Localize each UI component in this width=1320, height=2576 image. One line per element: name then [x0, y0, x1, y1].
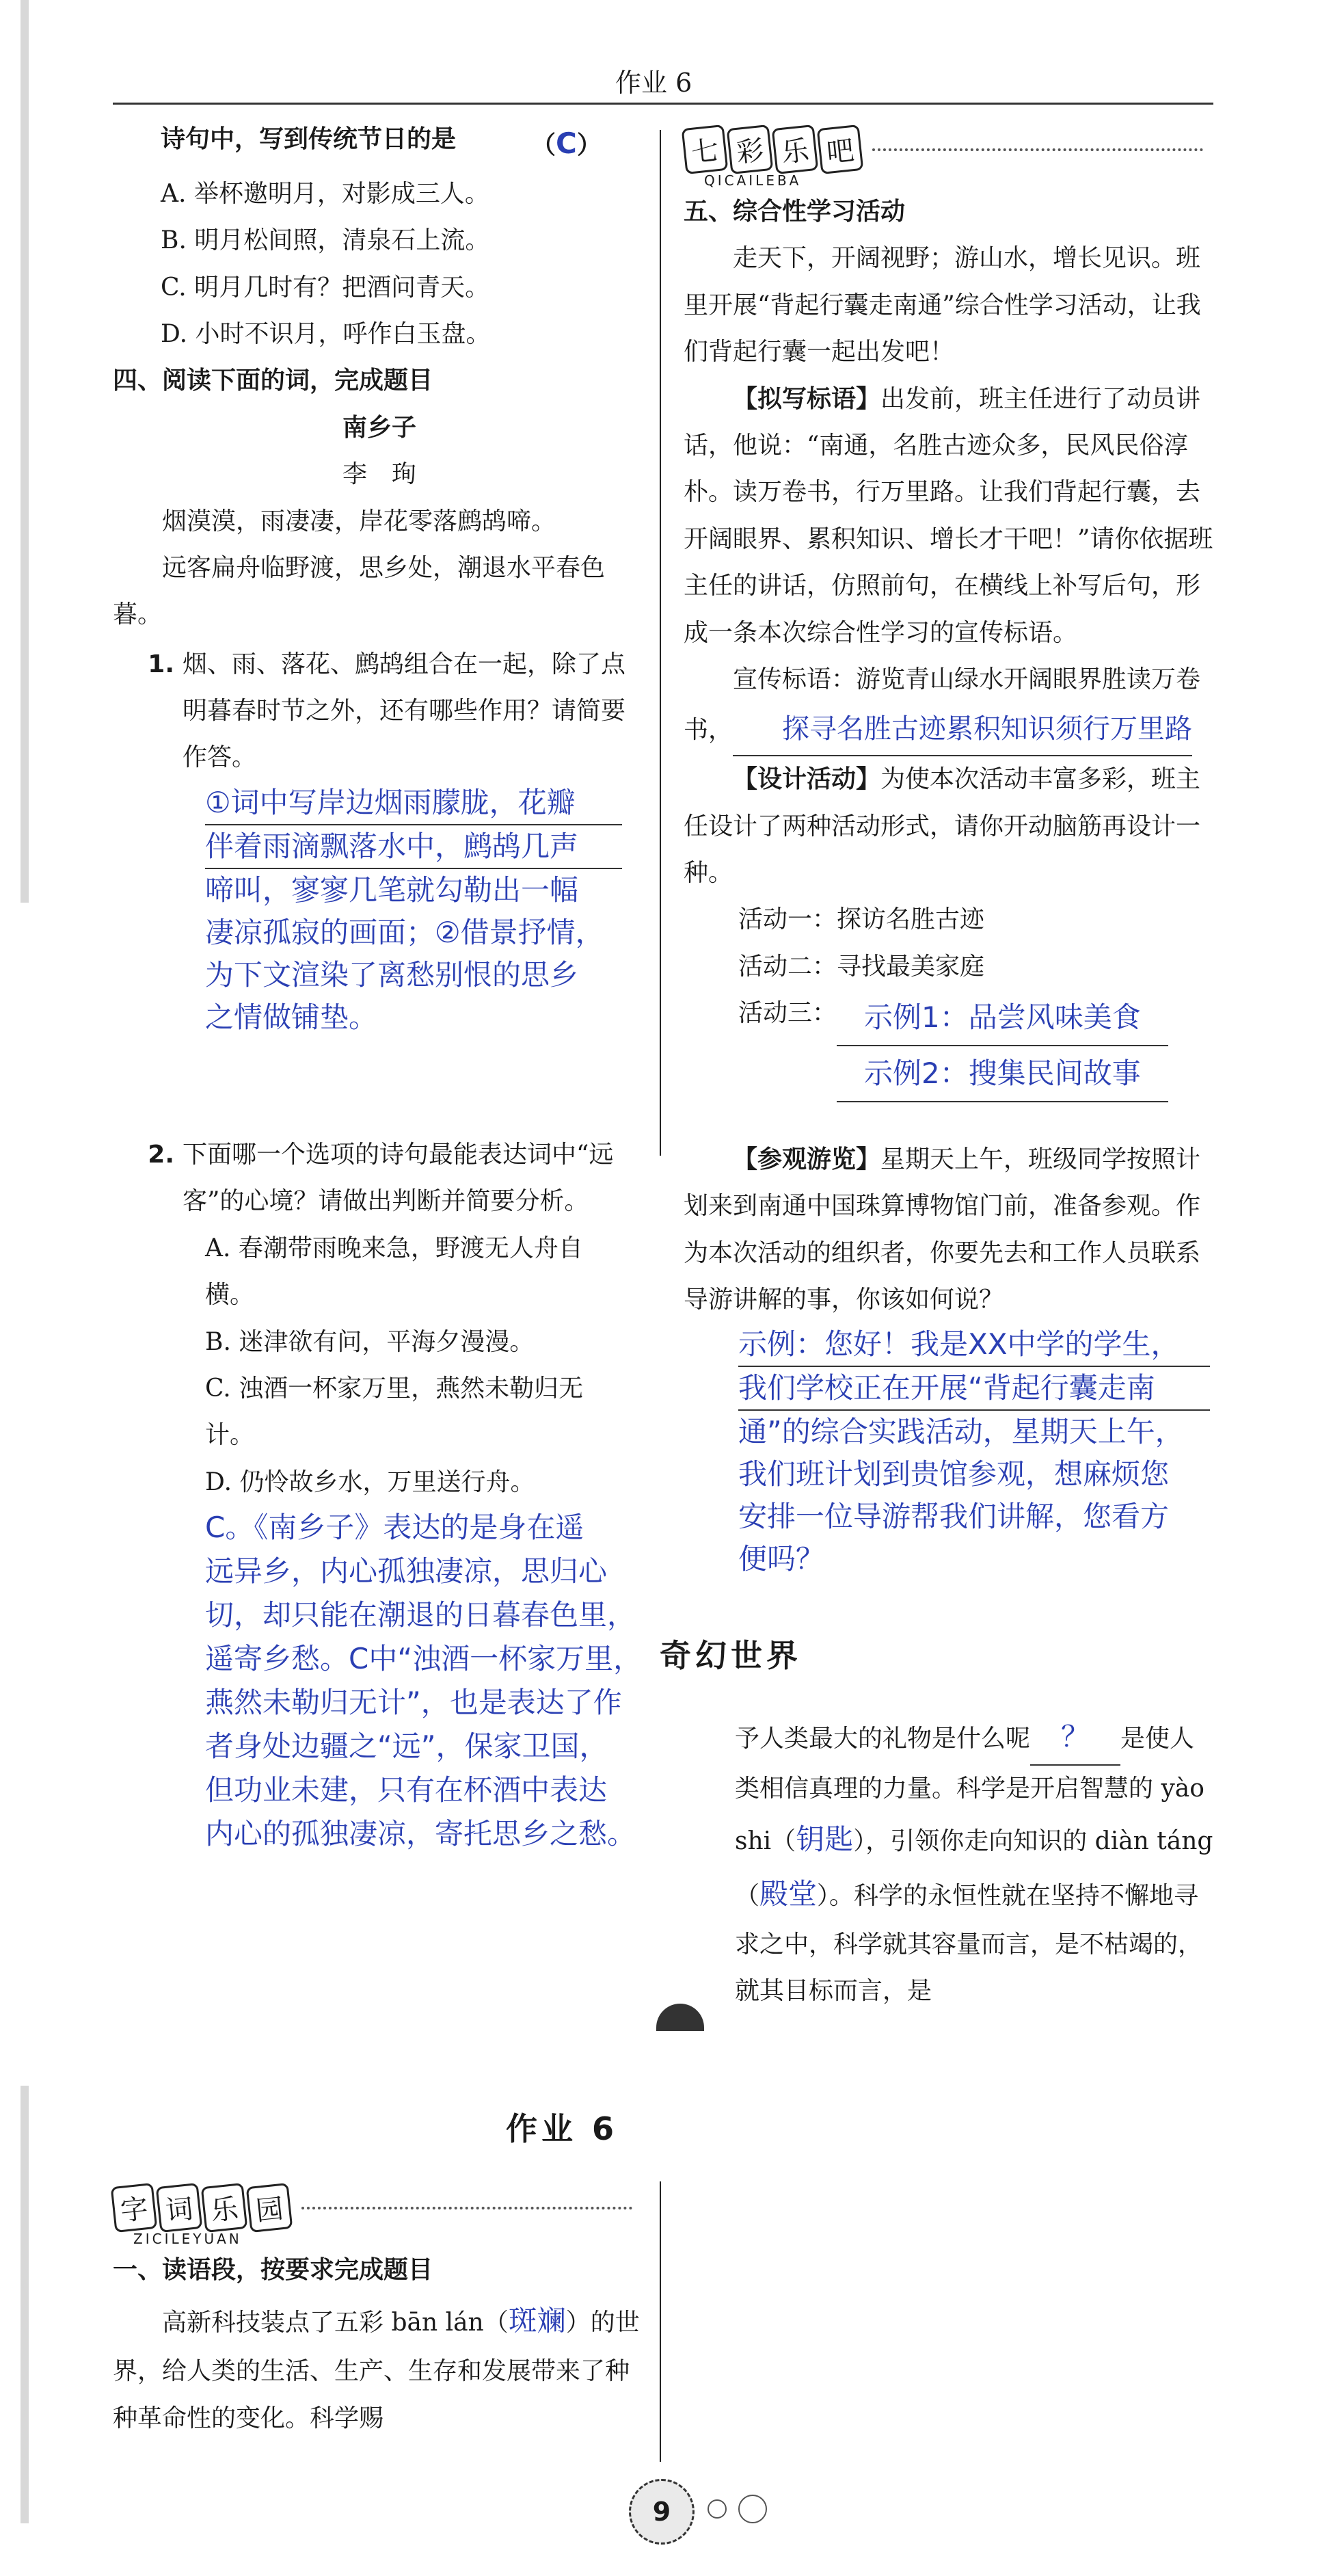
page-number-badge [629, 2479, 695, 2545]
q1-answer-line: 啼叫，寥寥几笔就勾勒出一幅 [205, 873, 579, 907]
q2-answer-line: 燕然未勒归无计”，也是表达了作 [205, 1686, 622, 1720]
page-header-title: 作业 6 [615, 68, 692, 98]
visit-answer-line: 我们班计划到贵馆参观，想麻烦您 [738, 1457, 1170, 1491]
wonder-title: 奇幻世界 [660, 1637, 802, 1674]
wonder-blank: ？ [1030, 1710, 1120, 1766]
banner-char: 乐 [772, 124, 819, 174]
lower-banner-subtitle: ZICILEYUAN [133, 2231, 242, 2247]
q3-stem: 诗句中，写到传统节日的是 [161, 125, 457, 153]
wonder-text-b: 是使人类相信真理的力量。科学是开启智慧的 yào shi（ [735, 1725, 1204, 1856]
q3-answer: C [556, 127, 577, 160]
activity-2: 活动二：寻找最美家庭 [738, 952, 985, 981]
wonder-hall-answer: 殿堂 [759, 1876, 818, 1911]
lower-column [113, 2185, 646, 2442]
visit-answer [738, 1323, 1210, 1580]
q1-answer-line: 之情做铺垫。 [205, 1000, 378, 1034]
q3-option-b: B. 明月松间照，清泉石上流。 [161, 226, 490, 255]
q2-option-b: B. 迷津欲有问，平海夕漫漫。 [205, 1327, 535, 1356]
visit-answer-line: 示例：您好！我是XX中学的学生， [738, 1323, 1210, 1367]
q2-text: 下面哪一个选项的诗句最能表达词中“远客”的心境？请做出判断并简要分析。 [183, 1141, 614, 1216]
q1-answer-line: ①词中写岸边烟雨朦胧，花瓣 [205, 782, 622, 825]
q2-option-c: C. 浊酒一杯家万里，燕然未勒归无计。 [205, 1374, 584, 1450]
q2-answer-line: 遥寄乡愁。C中“浊酒一杯家万里， [205, 1642, 643, 1676]
q1-answer-line: 为下文渲染了离愁别恨的思乡 [205, 957, 579, 992]
visit-answer-line: 便吗？ [738, 1542, 825, 1576]
wonder-text-c: ），引领你走向知识的 diàn táng（ [735, 1827, 1213, 1910]
p1-text-b: ）的世界，给人类的生活、生产、生存和发展带来了种种革命性的变化。科学赐 [113, 2309, 640, 2432]
page-number: 9 [652, 2497, 671, 2527]
q1-text: 烟、雨、落花、鹧鸪组合在一起，除了点明暮春时节之外，还有哪些作用？请简要作答。 [183, 650, 626, 772]
visit-answer-line: 我们学校正在开展“背起行囊走南 [738, 1367, 1210, 1411]
q2-answer-line: C。《南乡子》表达的是身在遥 [205, 1511, 584, 1545]
section5-intro: 走天下，开阔视野；游山水，增长见识。班里开展“背起行囊走南通”综合性学习活动，让我们背起行囊一起出发吧！ [684, 244, 1201, 367]
q1-number: 1. [148, 650, 174, 678]
column-divider [660, 130, 661, 1156]
footer-circle-small [708, 2499, 727, 2519]
lower-divider [660, 2181, 661, 2462]
banner-char: 园 [246, 2183, 293, 2233]
slogan-label: 【拟写标语】 [733, 384, 881, 413]
section4-title: 四、阅读下面的词，完成题目 [113, 367, 433, 395]
p1-text-a: 高新科技装点了五彩 bān lán（ [162, 2309, 509, 2337]
section5-title: 五、综合性学习活动 [684, 198, 906, 226]
wonder-excerpt [735, 1710, 1213, 2015]
poem-line-1: 烟漠漠，雨凄凄，岸花零落鹧鸪啼。 [162, 507, 556, 535]
visit-label: 【参观游览】 [733, 1145, 881, 1173]
activity-3-label: 活动三： [738, 999, 837, 1028]
design-label: 【设计活动】 [733, 765, 881, 794]
q2-option-a: A. 春潮带雨晚来急，野渡无人舟自横。 [205, 1234, 583, 1310]
poem-author: 李 珣 [342, 460, 416, 489]
q3-option-c: C. 明月几时有？把酒问青天。 [161, 273, 490, 302]
banner-char: 七 [682, 124, 729, 174]
zicileyuan-banner [113, 2185, 632, 2231]
banner-char: 吧 [817, 124, 864, 174]
left-column: 诗句中，写到传统节日的是 （C） A. 举杯邀明月，对影成三人。 B. 明月松间照，清泉石上流。 C. 明月几时有？把酒问青天。 D. 小时不识月，呼作白玉盘。 四、阅读下面的词，完成题目 南乡子 李 珣 烟漠漠，雨凄凄，岸花零落鹧鸪啼。 远客扁舟临野渡，思乡处，潮退水平春色暮。 1. 烟、雨、落花、鹧鸪组合在一起，除了点明暮春时节之外，还有哪些作用？请简要作答。 ①词中写岸边烟雨朦胧，花瓣 伴着雨滴飘落水中，鹧鸪几声 啼叫，寥寥几笔就勾勒出一幅 凄凉孤寂的画面；②借景抒情， 为下文渲染了离愁别恨的思乡 之情做铺垫。 [113, 116, 646, 1039]
banner-char: 乐 [201, 2183, 248, 2233]
q2-answer-line: 但功业未建，只有在杯酒中表达 [205, 1773, 608, 1807]
q1-answer-line: 凄凉孤寂的画面；②借景抒情， [205, 915, 604, 949]
q2-answer-line: 远异乡，内心孤独凄凉，思归心 [205, 1554, 608, 1589]
q3-option-a: A. 举杯邀明月，对影成三人。 [161, 179, 489, 208]
q2-answer-line: 切，却只能在潮退的日暮春色里， [205, 1598, 636, 1632]
poem-line-2: 远客扁舟临野渡，思乡处，潮退水平春色暮。 [113, 553, 606, 629]
design-text: 为使本次活动丰富多彩，班主任设计了两种活动形式，请你开动脑筋再设计一种。 [684, 765, 1201, 888]
slogan-answer: 探寻名胜古迹累积知识须行万里路 [733, 703, 1192, 756]
p1-answer: 斑斓 [508, 2304, 566, 2338]
q3-option-d: D. 小时不识月，呼作白玉盘。 [161, 319, 491, 348]
wonder-text-d: ）。科学的永恒性就在坚持不懈地寻求之中，科学就其容量而言，是不枯竭的，就其目标而言，是 [735, 1881, 1203, 2006]
wonder-key-answer: 钥匙 [796, 1822, 854, 1857]
header-rule [113, 103, 1213, 105]
q2-answer [205, 1506, 684, 1856]
footer-circle-large [738, 2495, 767, 2523]
activity-3-answer-2: 示例2：搜集民间故事 [837, 1046, 1168, 1102]
section1-title: 一、读语段，按要求完成题目 [113, 2256, 433, 2284]
q2-option-d: D. 仍怜故乡水，万里送行舟。 [205, 1468, 535, 1496]
q2-number: 2. [148, 1141, 174, 1169]
right-column [684, 127, 1217, 1580]
banner-char: 彩 [727, 124, 774, 174]
banner-char: 词 [156, 2183, 203, 2233]
left-column-q2 [113, 1132, 646, 1856]
q2-answer-line: 者身处边疆之“远”，保家卫国， [205, 1729, 608, 1764]
banner-char: 字 [111, 2183, 158, 2233]
q1-answer-line: 伴着雨滴飘落水中，鹧鸪几声 [205, 825, 622, 869]
q2-answer-line: 内心的孤独凄凉，寄托思乡之愁。 [205, 1817, 636, 1851]
activity-1: 活动一：探访名胜古迹 [738, 905, 985, 934]
q1-answer [205, 782, 622, 1039]
slogan-prefix: 宣传标语：游览青山绿水开阔眼界胜读万卷书， [684, 665, 1201, 745]
wonder-corner-ornament [656, 2004, 704, 2031]
wonder-text-a: 予人类最大的礼物是什么呢 [735, 1725, 1031, 1753]
poem-title: 南乡子 [342, 413, 416, 442]
visit-text: 星期天上午，班级同学按照计划来到南通中国珠算博物馆门前，准备参观。作为本次活动的组织者，你要先去和工作人员联系导游讲解的事，你该如何说？ [684, 1145, 1201, 1314]
slogan-text: 出发前，班主任进行了动员讲话，他说：“南通，名胜古迹众多，民风民俗淳朴。读万卷书，行万里路。让我们背起行囊，去开阔眼界、累积知识、增长才干吧！”请你依据班主任的讲话，仿照前句，在横线上补写后句，形成一条本次综合性学习的宣传标语。 [684, 384, 1213, 647]
banner-subtitle: QICAILEBA [704, 172, 802, 189]
activity-3-answer-1: 示例1：品尝风味美食 [837, 990, 1168, 1046]
lower-title: 作业 6 [506, 2110, 619, 2147]
qicaileba-banner [684, 127, 1203, 172]
visit-answer-line: 安排一位导游帮我们讲解，您看方 [738, 1500, 1170, 1534]
visit-answer-line: 通”的综合实践活动，星期天上午， [738, 1415, 1184, 1449]
